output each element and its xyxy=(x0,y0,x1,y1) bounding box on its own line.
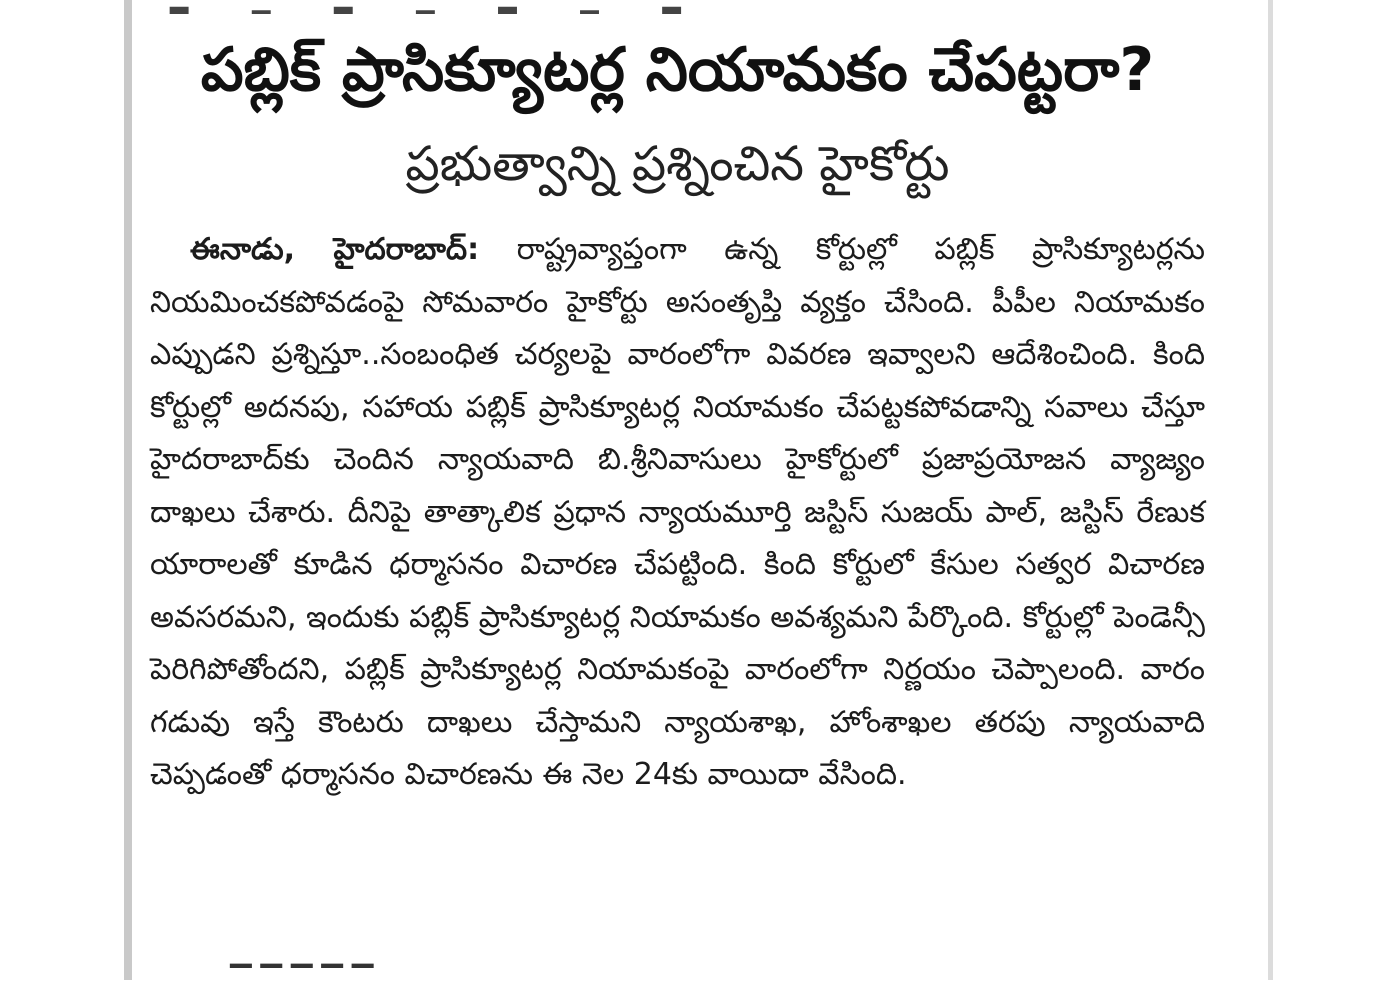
article-subheadline: ప్రభుత్వాన్ని ప్రశ్నించిన హైకోర్టు xyxy=(405,136,950,192)
article-headline: పబ్లిక్ ప్రాసిక్యూటర్ల నియామకం చేపట్టరా? xyxy=(200,35,1155,105)
article-dateline: ఈనాడు, హైదరాబాద్: xyxy=(190,232,480,267)
clipped-next-article-text: ▔ ▔ ▔ ▔ ▔ xyxy=(230,964,374,997)
left-column-rule xyxy=(124,0,132,980)
right-column-rule xyxy=(1268,0,1273,980)
article-body xyxy=(150,224,1205,802)
clipped-previous-article-text: ▂ ▁ ▂ ▁ ▂ ▁ ▂ xyxy=(170,0,709,14)
article-body-text: రాష్ట్రవ్యాప్తంగా ఉన్న కోర్టుల్లో పబ్లిక్ ప్రాసిక్యూటర్లను నియమించకపోవడంపై సోమవారం హైకోర్టు అసంతృప్తి వ్యక్తం చేసింది. పీపీల నియామకం ఎప్పుడని ప్రశ్నిస్తూ..సంబంధిత చర్యలపై వారంలోగా వివరణ ఇవ్వాలని ఆదేశించింది. కింది కోర్టుల్లో అదనపు, సహాయ పబ్లిక్ ప్రాసిక్యూటర్ల నియామకం చేపట్టకపోవడాన్ని సవాలు చేస్తూ హైదరాబాద్‌కు చెందిన న్యాయవాది బి.శ్రీనివాసులు హైకోర్టులో ప్రజాప్రయోజన వ్యాజ్యం దాఖలు చేశారు. దీనిపై తాత్కాలిక ప్రధాన న్యాయమూర్తి జస్టిస్ సుజయ్ పాల్, జస్టిస్ రేణుక యారాలతో కూడిన ధర్మాసనం విచారణ చేపట్టింది. కింది కోర్టులో కేసుల సత్వర విచారణ అవసరమని, ఇందుకు పబ్లిక్ ప్రాసిక్యూటర్ల నియామకం అవశ్యమని పేర్కొంది. కోర్టుల్లో పెండెన్సీ పెరిగిపోతోందని, పబ్లిక్ ప్రాసిక్యూటర్ల నియామకంపై వారంలోగా నిర్ణయం చెప్పాలంది. వారం గడువు ఇస్తే కౌంటరు దాఖలు చేస్తామని న్యాయశాఖ, హోంశాఖల తరపు న్యాయవాది చెప్పడంతో ధర్మాసనం విచారణను ఈ నెల 24కు వాయిదా వేసింది. xyxy=(150,232,1205,792)
news-article xyxy=(150,22,1205,802)
